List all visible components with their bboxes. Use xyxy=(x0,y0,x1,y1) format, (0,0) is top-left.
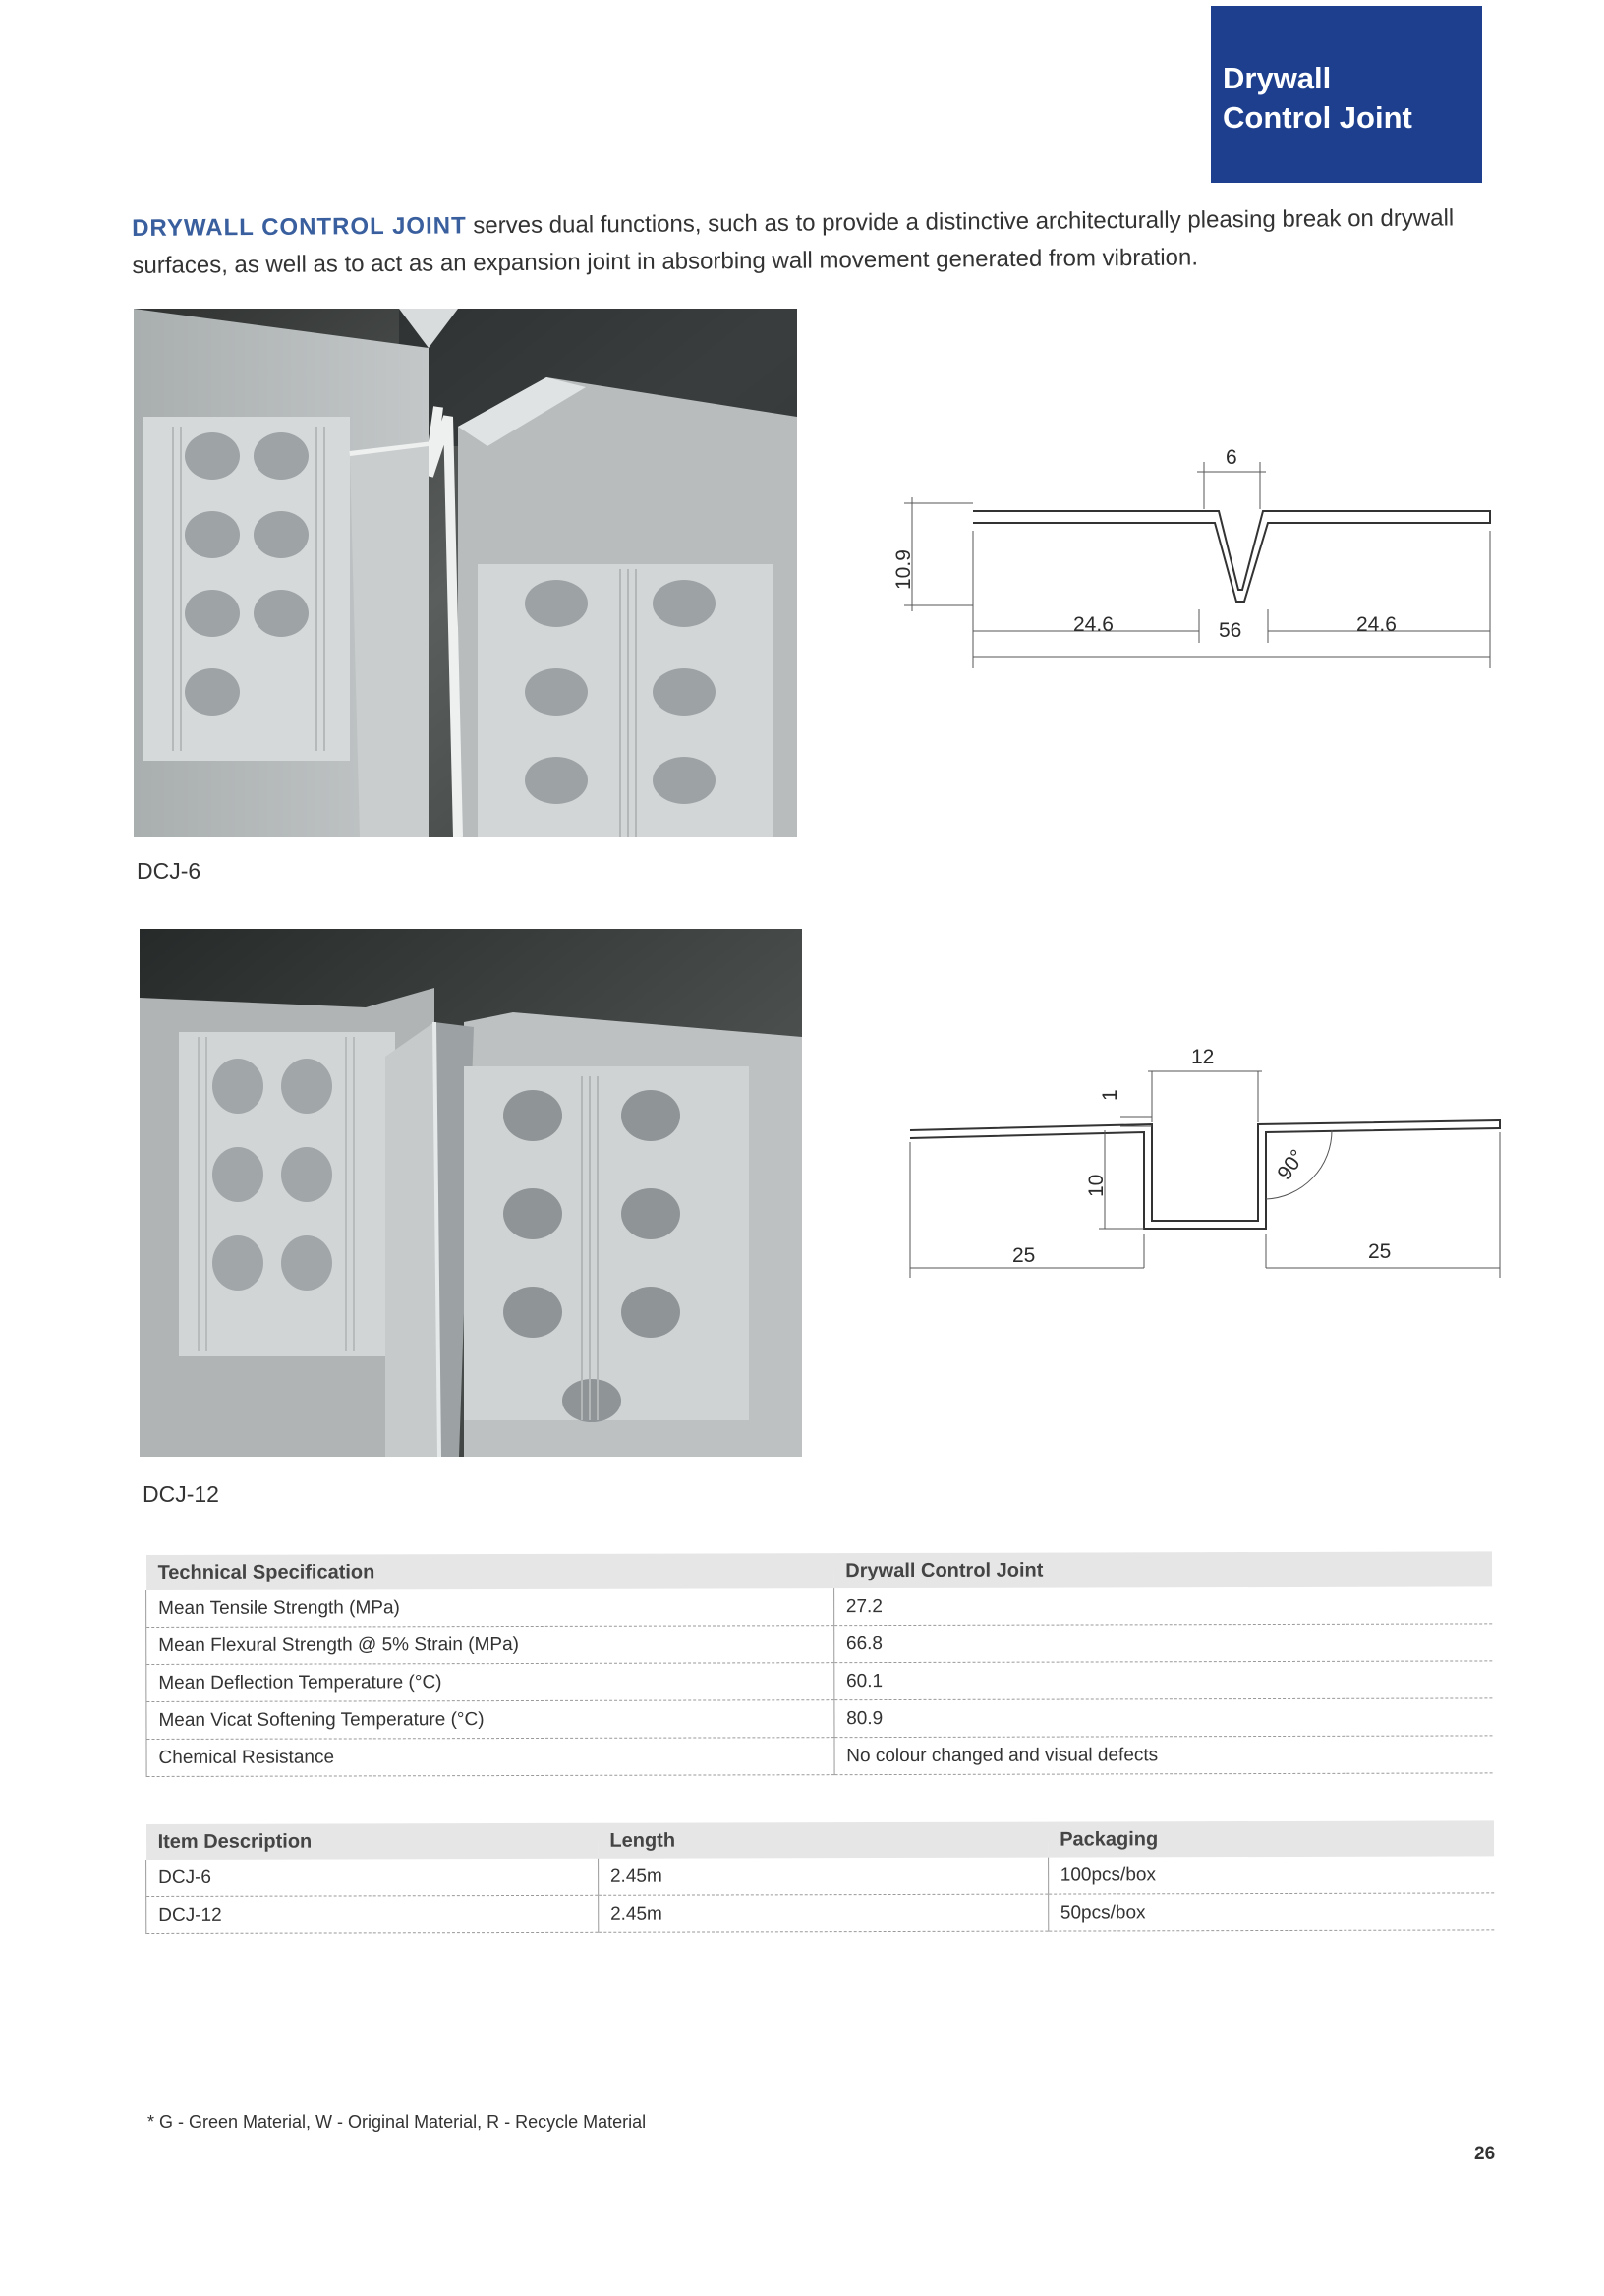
spec-value: 80.9 xyxy=(834,1698,1493,1738)
profile-diagram-dcj-12 xyxy=(885,1032,1514,1288)
product-photo-dcj-12 xyxy=(140,929,802,1457)
spec-header-property: Technical Specification xyxy=(146,1553,834,1590)
item-packaging: 50pcs/box xyxy=(1048,1893,1494,1931)
dim-dcj12-left-flange: 25 xyxy=(1012,1244,1036,1267)
item-header-packaging: Packaging xyxy=(1048,1820,1494,1857)
spec-value: 27.2 xyxy=(833,1586,1492,1625)
table-row xyxy=(146,1624,1493,1665)
product-caption-dcj-12: DCJ-12 xyxy=(143,1481,219,1507)
item-code: DCJ-12 xyxy=(146,1895,599,1933)
item-header-length: Length xyxy=(598,1822,1048,1859)
spec-table-header xyxy=(146,1551,1493,1590)
section-title-line1: Drywall xyxy=(1223,61,1332,95)
page-number: 26 xyxy=(1474,2144,1496,2164)
dim-dcj6-right-flange: 24.6 xyxy=(1356,613,1397,636)
intro-paragraph xyxy=(132,200,1469,285)
dim-dcj6-height: 10.9 xyxy=(892,549,915,590)
product-caption-dcj-6: DCJ-6 xyxy=(137,858,201,884)
spec-property: Mean Vicat Softening Temperature (°C) xyxy=(146,1700,834,1740)
dim-dcj12-depth: 10 xyxy=(1085,1174,1108,1197)
dim-dcj12-right-flange: 25 xyxy=(1368,1240,1392,1263)
spec-property: Mean Deflection Temperature (°C) xyxy=(146,1663,834,1702)
table-row xyxy=(146,1736,1493,1777)
item-header-description: Item Description xyxy=(146,1823,599,1860)
spec-header-value: Drywall Control Joint xyxy=(833,1551,1492,1588)
item-code: DCJ-6 xyxy=(146,1859,599,1897)
product-photo-dcj-6 xyxy=(134,309,797,837)
profile-diagram-dcj-6 xyxy=(865,432,1514,678)
item-packaging: 100pcs/box xyxy=(1048,1856,1494,1894)
dim-dcj6-top-gap: 6 xyxy=(1226,446,1237,469)
dim-dcj12-channel-width: 12 xyxy=(1191,1046,1215,1068)
footnote: * G - Green Material, W - Original Material, R - Recycle Material xyxy=(147,2112,647,2132)
spec-property: Chemical Resistance xyxy=(146,1738,834,1777)
intro-highlight: DRYWALL CONTROL JOINT xyxy=(132,212,467,242)
spec-property: Mean Flexural Strength @ 5% Strain (MPa) xyxy=(146,1626,834,1665)
dim-dcj12-lip: 1 xyxy=(1099,1089,1121,1101)
item-length: 2.45m xyxy=(598,1858,1048,1896)
dim-dcj6-left-flange: 24.6 xyxy=(1073,613,1114,636)
spec-property: Mean Tensile Strength (MPa) xyxy=(146,1588,834,1627)
item-table-header xyxy=(146,1820,1495,1860)
section-title-line2: Control Joint xyxy=(1223,100,1412,135)
item-length: 2.45m xyxy=(599,1894,1049,1932)
spec-value: 66.8 xyxy=(833,1624,1492,1663)
table-row xyxy=(146,1661,1493,1702)
spec-value: 60.1 xyxy=(834,1661,1493,1700)
table-row xyxy=(146,1893,1495,1934)
section-title-box xyxy=(1211,6,1482,183)
spec-value: No colour changed and visual defects xyxy=(834,1736,1493,1775)
table-row xyxy=(146,1856,1495,1896)
dim-dcj6-total-width: 56 xyxy=(1219,619,1242,642)
technical-spec-table xyxy=(145,1551,1493,1777)
table-row xyxy=(146,1586,1493,1627)
intro-text: serves dual functions, such as to provide a distinctive architecturally pleasing break on drywall surfaces, as well as to act as an expansion joint in absorbing wall movement generated from vibration. xyxy=(132,204,1455,279)
table-row xyxy=(146,1698,1493,1740)
item-description-table xyxy=(145,1820,1494,1934)
dim-dcj12-angle: 90° xyxy=(1273,1145,1310,1184)
